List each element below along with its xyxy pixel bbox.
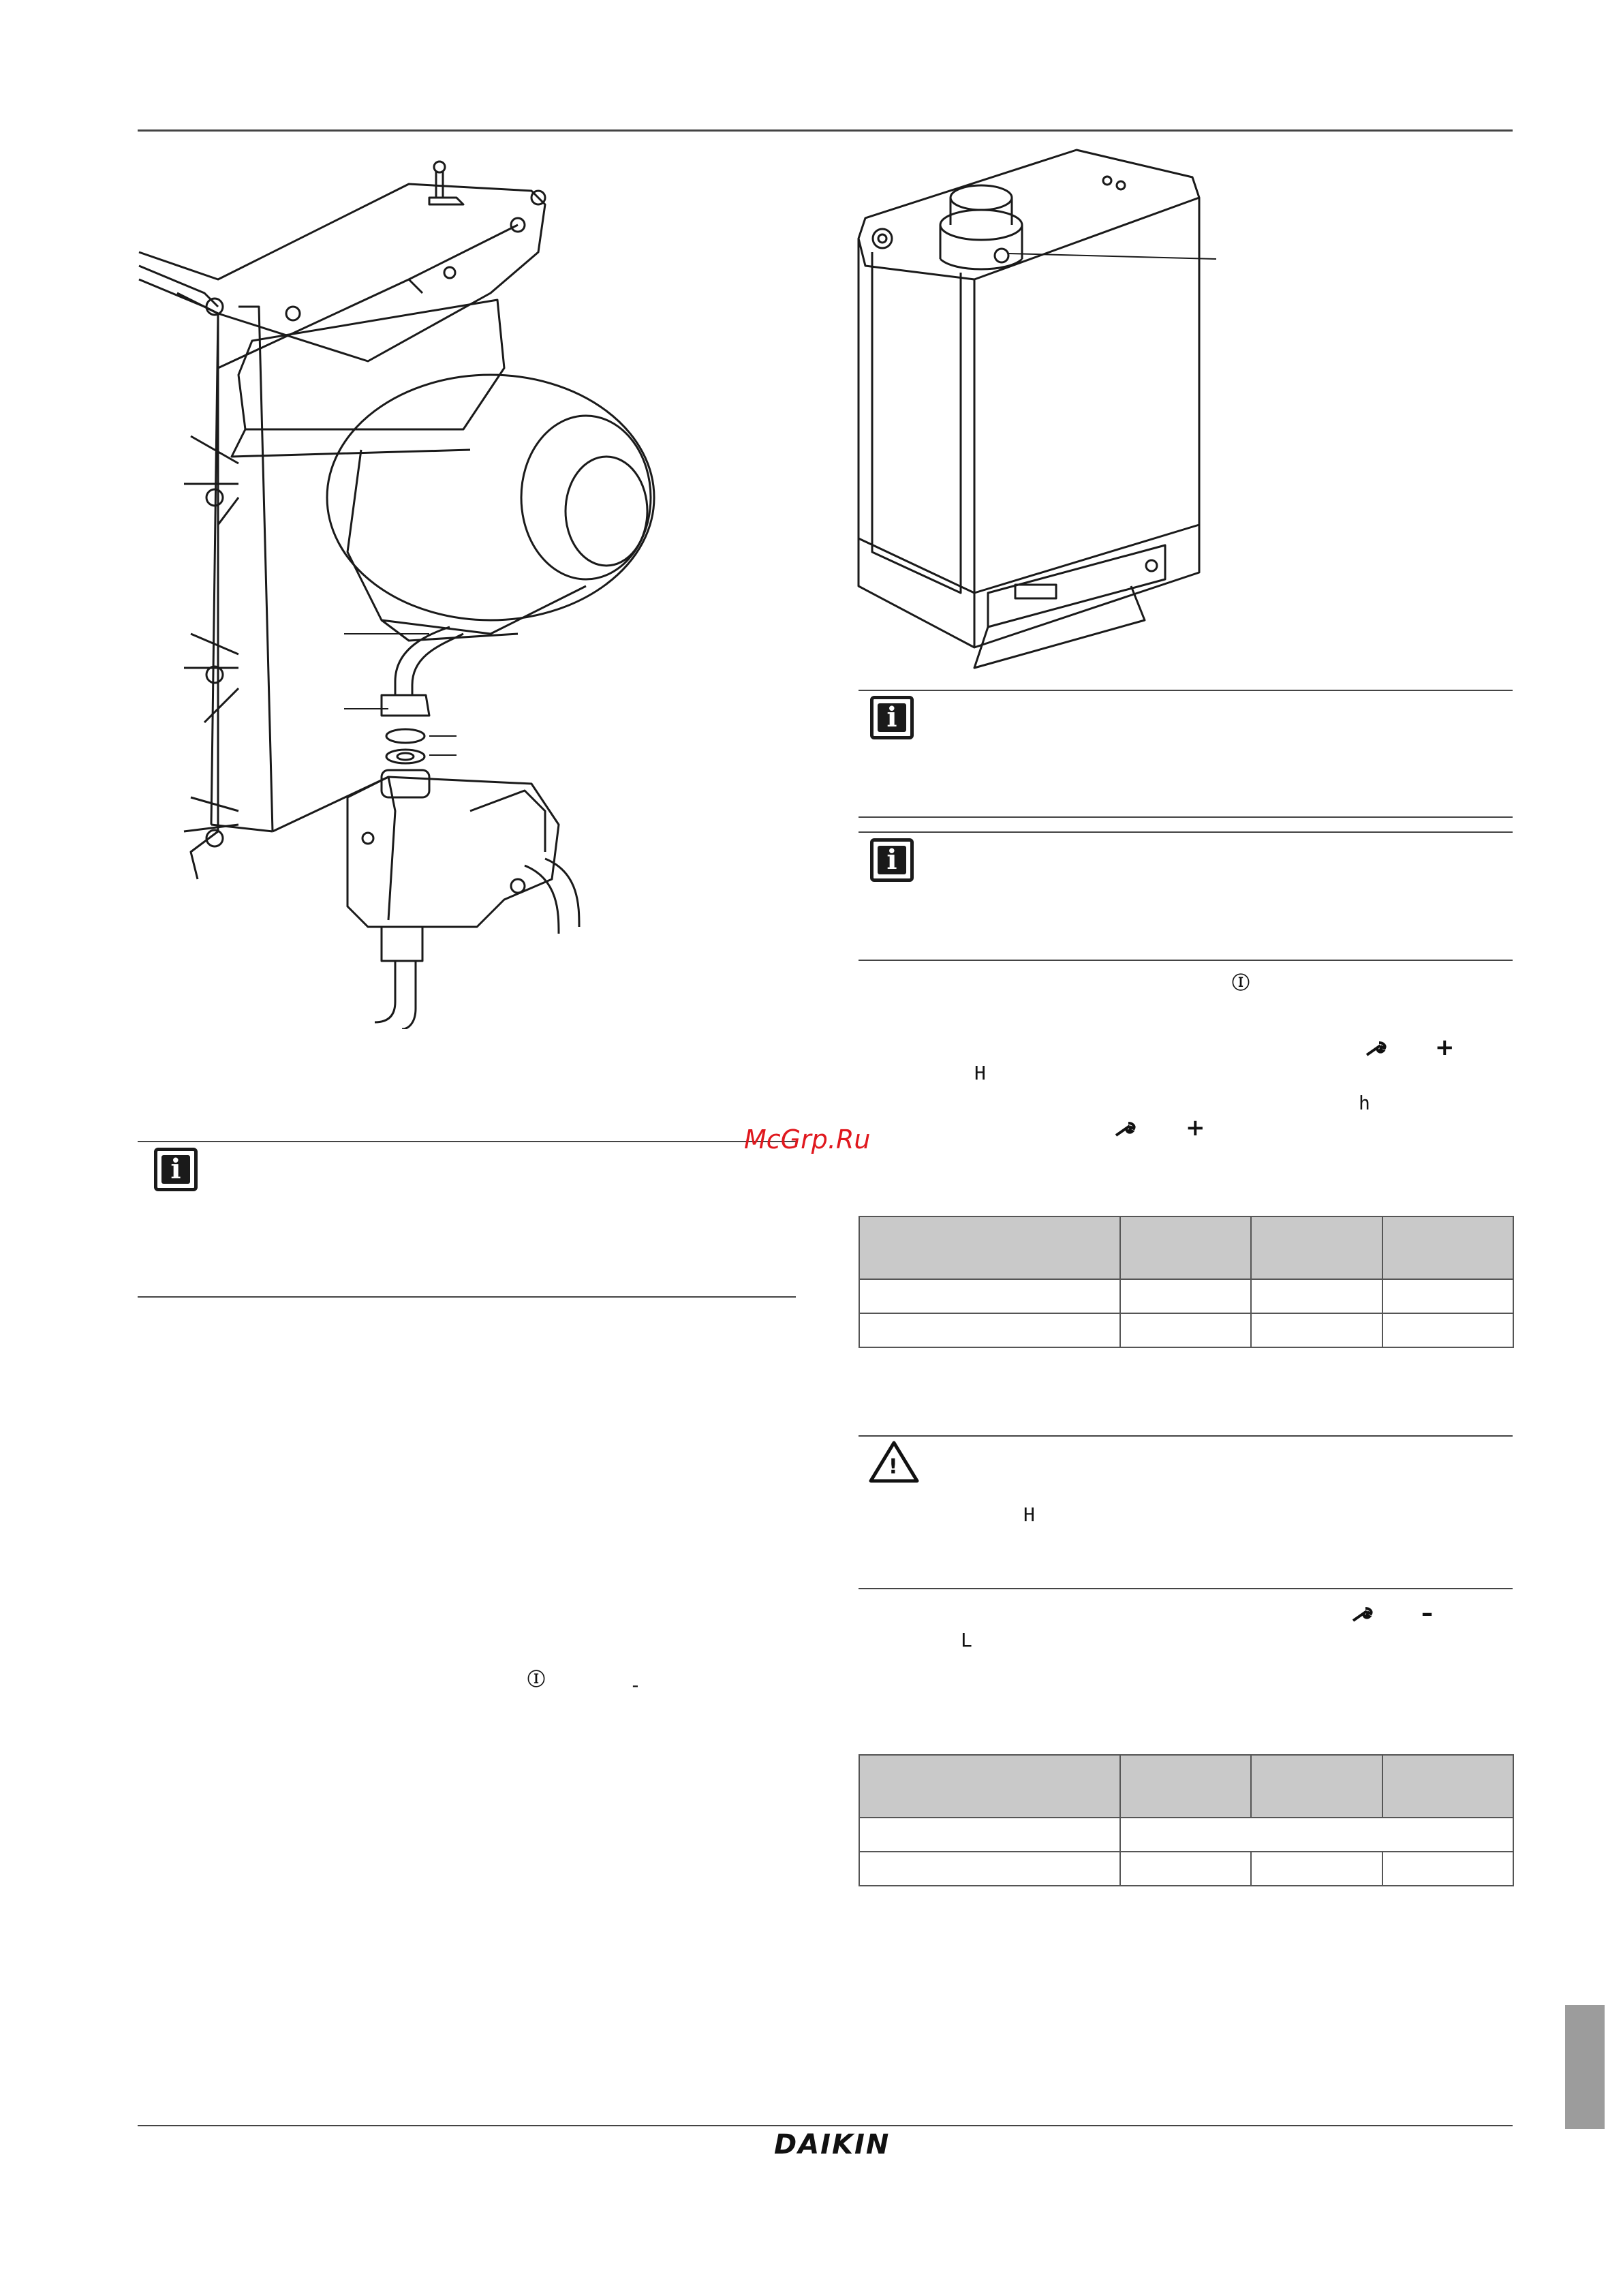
- boiler-unit-figure: [852, 143, 1220, 675]
- info-note-1-top-rule: [859, 690, 1513, 691]
- display-h-warning: H: [1023, 1503, 1035, 1526]
- table-header-cell: [1382, 1216, 1513, 1279]
- info-note-3-bottom-rule: [138, 1296, 796, 1298]
- power-icon: Ⓘ: [527, 1670, 546, 1690]
- table-header-cell: [1251, 1216, 1382, 1279]
- watermark: McGrp.Ru: [744, 1124, 871, 1154]
- table-header-cell: [859, 1216, 1120, 1279]
- footer-rule: [138, 2125, 1513, 2126]
- warning-note-bottom-rule: [859, 1588, 1513, 1589]
- table-row: [859, 1852, 1513, 1886]
- display-h-upper: H: [974, 1062, 986, 1084]
- info-note-3-top-rule: [138, 1141, 796, 1142]
- gas-valve-fan-assembly-figure: [136, 143, 695, 1029]
- display-l: L: [961, 1629, 972, 1651]
- settings-table-1: [859, 1216, 1514, 1348]
- top-rule: [138, 129, 1513, 132]
- table-header-row: [859, 1216, 1513, 1279]
- table-header-cell: [859, 1755, 1120, 1818]
- chapter-side-tab: [1565, 2005, 1605, 2129]
- info-icon: i: [154, 1148, 198, 1191]
- minus-icon: –: [1421, 1599, 1433, 1627]
- table-row: [859, 1279, 1513, 1313]
- table-header-row: [859, 1755, 1513, 1818]
- wrench-icon: [1352, 1607, 1375, 1623]
- info-note-2-top-rule: [859, 831, 1513, 833]
- table-header-cell: [1251, 1755, 1382, 1818]
- warning-note-top-rule: [859, 1435, 1513, 1437]
- plus-icon: +: [1435, 1034, 1455, 1061]
- daikin-logo: DAIKIN: [774, 2129, 891, 2160]
- warning-exclamation: !: [888, 1455, 898, 1479]
- info-note-1-bottom-rule: [859, 816, 1513, 818]
- settings-table-2: [859, 1754, 1514, 1886]
- table-row: [859, 1313, 1513, 1347]
- wrench-icon: [1365, 1041, 1389, 1058]
- info-icon: i: [870, 838, 914, 882]
- table-header-cell: [1382, 1755, 1513, 1818]
- table-row: [859, 1818, 1513, 1852]
- display-dash: -: [630, 1674, 641, 1696]
- table-header-cell: [1120, 1755, 1251, 1818]
- info-note-2-bottom-rule: [859, 960, 1513, 961]
- display-h-lower: h: [1359, 1092, 1370, 1114]
- plus-icon: +: [1186, 1114, 1205, 1142]
- power-icon: Ⓘ: [1232, 973, 1250, 994]
- info-icon: i: [870, 696, 914, 739]
- table-header-cell: [1120, 1216, 1251, 1279]
- wrench-icon: [1115, 1122, 1138, 1138]
